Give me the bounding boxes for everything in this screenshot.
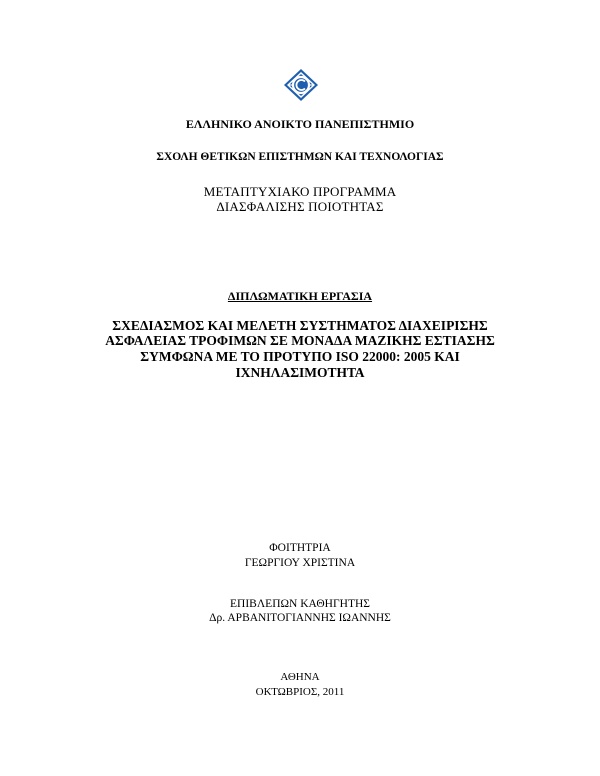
student-name: ΓΕΩΡΓΙΟΥ ΧΡΙΣΤΙΝΑ: [244, 557, 356, 569]
thesis-title-line-4: ΙΧΝΗΛΑΣΙΜΟΤΗΤΑ: [235, 365, 365, 380]
place: ΑΘΗΝΑ: [280, 671, 320, 683]
document-type-label: ΔΙΠΛΩΜΑΤΙΚΗ ΕΡΓΑΣΙΑ: [227, 289, 373, 303]
date: ΟΚΤΩΒΡΙΟΣ, 2011: [255, 686, 345, 698]
supervisor-role-label: ΕΠΙΒΛΕΠΩΝ ΚΑΘΗΓΗΤΗΣ: [230, 598, 370, 610]
supervisor-name: Δρ. ΑΡΒΑΝΙΤΟΓΙΑΝΝΗΣ ΙΩΑΝΝΗΣ: [209, 612, 391, 624]
university-name: ΕΛΛΗΝΙΚΟ ΑΝΟΙΚΤΟ ΠΑΝΕΠΙΣΤΗΜΙΟ: [185, 117, 415, 131]
program-name-line-1: ΜΕΤΑΠΤΥΧΙΑΚΟ ΠΡΟΓΡΑΜΜΑ: [203, 184, 397, 199]
thesis-title-line-3: ΣΥΜΦΩΝΑ ΜΕ ΤΟ ΠΡΟΤΥΠΟ ISO 22000: 2005 ΚΑΙ: [140, 349, 460, 364]
document-type: [0, 289, 600, 304]
thesis-title-line-2: ΑΣΦΑΛΕΙΑΣ ΤΡΟΦΙΜΩΝ ΣΕ ΜΟΝΑΔΑ ΜΑΖΙΚΗΣ ΕΣΤΙΑΣΗΣ: [105, 333, 495, 348]
thesis-title-line-1: ΣΧΕΔΙΑΣΜΟΣ ΚΑΙ ΜΕΛΕΤΗ ΣΥΣΤΗΜΑΤΟΣ ΔΙΑΧΕΙΡΙΣΗΣ: [112, 318, 488, 333]
school-name: ΣΧΟΛΗ ΘΕΤΙΚΩΝ ΕΠΙΣΤΗΜΩΝ ΚΑΙ ΤΕΧΝΟΛΟΓΙΑΣ: [156, 151, 444, 163]
university-logo-icon: [283, 68, 319, 102]
student-role-label: ΦΟΙΤΗΤΡΙΑ: [269, 542, 331, 554]
program-name-line-2: ΔΙΑΣΦΑΛΙΣΗΣ ΠΟΙΟΤΗΤΑΣ: [216, 199, 384, 214]
